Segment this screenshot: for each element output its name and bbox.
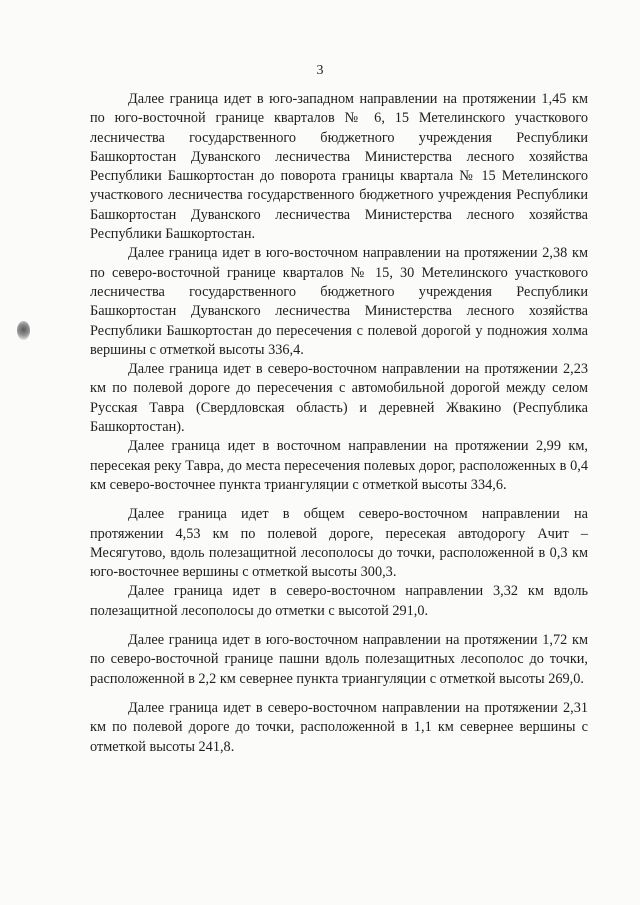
paragraph: Далее граница идет в юго-восточном направлении на протяжении 1,72 км по северо-восточной границе пашни вдоль полезащитных лесополос до точки, расположенной в 2,2 км севернее пункта триангуляции с отметкой высоты 269,0. [90, 632, 588, 687]
paragraph: Далее граница идет в восточном направлении на протяжении 2,99 км, пересекая реку Тавра, до места пересечения полевых дорог, расположенных в 0,4 км северо-восточнее пункта триангуляции с отметкой высоты 334,6. [90, 438, 588, 493]
page-number: 3 [316, 63, 324, 78]
document-body [90, 90, 588, 757]
paragraph: Далее граница идет в северо-восточном направлении на протяжении 2,23 км по полевой дороге до пересечения с автомобильной дорогой между селом Русская Тавра (Свердловская область) и деревней Жвакино (Республика Башкортостан). [90, 361, 588, 436]
paragraph: Далее граница идет в юго-западном направлении на протяжении 1,45 км по юго-восточной границе кварталов № 6, 15 Метелинского участкового лесничества государственного бюджетного учреждения Республики Башкортостан Дуванского лесничества Министерства лесного хозяйства Республики Башкортостан до поворота границы квартала № 15 Метелинского участкового лесничества государственного бюджетного учреждения Республики Башкортостан Дуванского лесничества Министерства лесного хозяйства Республики Башкортостан. [90, 91, 588, 243]
binding-hole-mark [17, 321, 30, 340]
paragraph: Далее граница идет в северо-восточном направлении 3,32 км вдоль полезащитной лесополосы до отметки с высотой 291,0. [90, 583, 588, 619]
paragraph: Далее граница идет в общем северо-восточном направлении на протяжении 4,53 км по полевой дороге, пересекая автодорогу Ачит – Месягутово, вдоль полезащитной лесополосы до точки, расположенной в 0,3 км юго-восточнее вершины с отметкой высоты 300,3. [90, 506, 588, 581]
paragraph: Далее граница идет в северо-восточном направлении на протяжении 2,31 км по полевой дороге до точки, расположенной в 1,1 км севернее вершины с отметкой высоты 241,8. [90, 699, 588, 755]
paragraph: Далее граница идет в юго-восточном направлении на протяжении 2,38 км по северо-восточной границе кварталов № 15, 30 Метелинского участкового лесничества государственного бюджетного учреждения Республики Башкортостан Дуванского лесничества Министерства лесного хозяйства Республики Башкортостан до пересечения с полевой дорогой у подножия холма вершины с отметкой высоты 336,4. [90, 245, 588, 358]
